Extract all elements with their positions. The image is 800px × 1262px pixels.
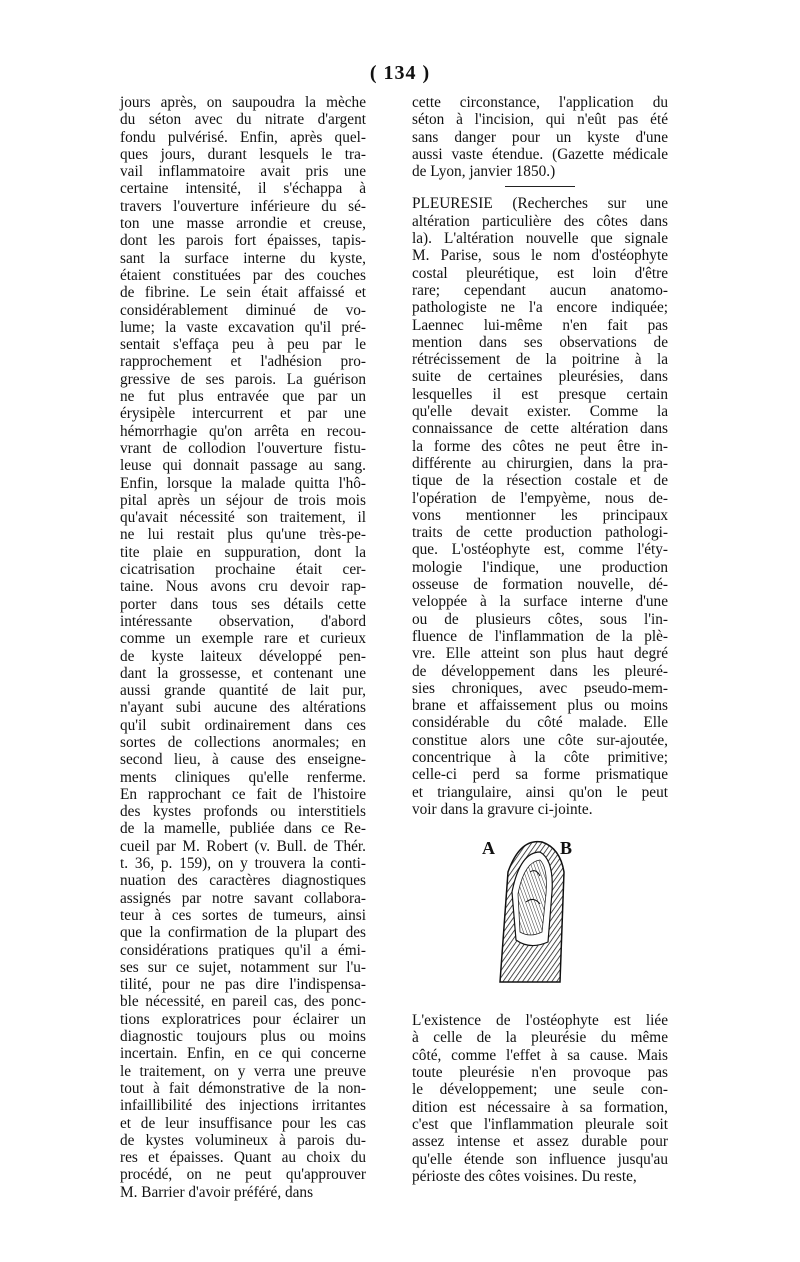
text-line: périoste des côtes voisines. Du reste, [412, 1167, 637, 1185]
text-line: la forme des côtes ne peut être in- [412, 437, 668, 455]
text-line: ments cliniques qu'elle renferme. [120, 768, 366, 786]
text-line: qu'avait nécessité son traitement, il [120, 509, 366, 527]
text-line: hémorrhagie qu'on arrêta en recou- [120, 422, 366, 440]
text-line: de Lyon, janvier 1850.) [412, 163, 556, 181]
text-line: altération particulière des côtes dans [412, 212, 668, 230]
pleuresie-article-continued [412, 1012, 668, 1185]
text-line: toute pleurésie n'en provoque pas [412, 1064, 668, 1082]
text-line: à celle de la pleurésie du même [412, 1029, 668, 1047]
text-line: travers l'ouverture inférieure du sé- [120, 197, 366, 215]
text-line: érysipèle intercurrent et par une [120, 405, 366, 423]
text-line: voir dans la gravure ci-jointe. [412, 800, 593, 818]
text-line: traits de cette production pathologi- [412, 524, 668, 542]
text-line: dont les parois fort épaisses, tapis- [120, 232, 366, 250]
text-line: gressive de ses parois. La guérison [120, 370, 366, 388]
text-line: sentait s'effaça peu à peu par le [120, 336, 366, 354]
page-number: ( 134 ) [369, 62, 431, 84]
text-line: nuation des caractères diagnostiques [120, 872, 366, 890]
text-line: ton une masse arrondie et creuse, [120, 215, 366, 233]
text-line: côté, comme l'effet à sa cause. Mais [412, 1046, 668, 1064]
text-line: intéressante observation, d'abord [120, 612, 366, 630]
pleuresie-article [412, 195, 668, 818]
text-line: taine. Nous avons cru devoir rap- [120, 578, 366, 596]
text-line: cicatrisation prochaine était cer- [120, 561, 366, 579]
text-line: sans danger pour un kyste d'une [412, 128, 668, 146]
text-line: de kystes volumineux à parois du- [120, 1131, 366, 1149]
text-line: sant la surface interne du kyste, [120, 249, 366, 267]
text-line: incertain. Enfin, en ce qui concerne [120, 1045, 366, 1063]
text-line: séton à l'incision, qui n'eût pas été [412, 111, 668, 129]
text-line: Laennec lui-même n'en fait pas [412, 316, 668, 334]
text-line: qu'elle devait exister. Comme la [412, 403, 668, 421]
text-line: de kyste laiteux développé pen- [120, 647, 366, 665]
text-line: res et épaisses. Quant au choix du [120, 1149, 366, 1167]
text-line: M. Barrier d'avoir préféré, dans [120, 1183, 314, 1201]
text-line: sies chroniques, avec pseudo-mem- [412, 679, 668, 697]
text-line: qu'elle étende son influence jusqu'au [412, 1150, 668, 1168]
text-line: Enfin, lorsque la malade quitta l'hô- [120, 474, 366, 492]
text-line: pathologiste ne l'a encore indiquée; [412, 299, 668, 317]
text-line: vrant de collodion l'ouverture fistu- [120, 439, 366, 457]
text-line: aussi grande quantité de lait pur, [120, 682, 366, 700]
text-line: porter dans tous ses détails cette [120, 595, 366, 613]
text-line: pital après un séjour de trois mois [120, 491, 366, 509]
text-line: teur à ces sortes de tumeurs, ainsi [120, 906, 366, 924]
text-line: fluence de l'inflammation de la plè- [412, 627, 668, 645]
text-line: tout à fait démonstrative de la non- [120, 1079, 366, 1097]
right-column [412, 94, 668, 1185]
text-line: comme un exemple rare et curieux [120, 630, 366, 648]
text-line: certaine intensité, il s'échappa à [120, 180, 366, 198]
text-line: connaissance de cette altération dans [412, 420, 668, 438]
text-line: qu'il subit ordinairement dans ces [120, 716, 366, 734]
text-line: assignés par notre savant collabora- [120, 889, 366, 907]
text-line: dition est nécessaire à sa formation, [412, 1098, 668, 1116]
text-line: de développement dans les pleuré- [412, 662, 668, 680]
text-line: mention dans ses observations de [412, 333, 668, 351]
text-line: vail inflammatoire avait pris une [120, 163, 366, 181]
text-line: En rapprochant ce fait de l'histoire [120, 785, 366, 803]
text-line: c'est que l'inflammation pleurale soit [412, 1115, 668, 1133]
text-line: tite plaie en suppuration, dont la [120, 543, 366, 561]
text-line: ble nécessité, en pareil cas, des ponc- [120, 993, 366, 1011]
text-line: la). L'altération nouvelle que signale [412, 230, 668, 248]
text-line: dant la grossesse, et contenant une [120, 664, 366, 682]
text-line: étaient constituées par des couches [120, 266, 366, 284]
text-line: de fibrine. Le sein était affaissé et [120, 284, 366, 302]
text-line: diagnostic toujours plus ou moins [120, 1028, 366, 1046]
text-line: infaillibilité des injections irritantes [120, 1097, 366, 1115]
text-line: M. Parise, sous le nom d'ostéophyte [412, 247, 668, 265]
rib-cross-section-illustration [490, 832, 580, 992]
text-line: différente au chirurgien, dans la pra- [412, 454, 668, 472]
text-line: aussi vaste étendue. (Gazette médicale [412, 145, 668, 163]
text-line: des kystes profonds ou interstitiels [120, 803, 366, 821]
text-line: suite de certaines pleurésies, dans [412, 368, 668, 386]
text-line: brane et affaissement plus ou moins [412, 697, 668, 715]
figure-label-b: B [560, 838, 573, 859]
text-line: que la confirmation de la plupart des [120, 924, 366, 942]
text-line: second lieu, à cause des enseigne- [120, 751, 366, 769]
text-line: considérations pratiques qu'il a émi- [120, 941, 366, 959]
text-line: constitue alors une côte sur-ajoutée, [412, 731, 668, 749]
text-line: cueil par M. Robert (v. Bull. de Thér. [120, 837, 366, 855]
text-line: lume; la vaste excavation qu'il pré- [120, 318, 366, 336]
text-line: cette circonstance, l'application du [412, 94, 668, 111]
text-line: rare; cependant aucun anatomo- [412, 281, 668, 299]
text-line: vons mentionner les principaux [412, 506, 668, 524]
text-line: ne fut plus entravée que par un [120, 388, 366, 406]
text-line: ou de plusieurs côtes, sous l'in- [412, 610, 668, 628]
figure-label-a: A [482, 838, 495, 859]
section-divider [505, 186, 575, 187]
text-line: t. 36, p. 159), on y trouvera la conti- [120, 855, 366, 873]
text-line: que. L'ostéophyte est, comme l'éty- [412, 541, 668, 559]
text-line: sortes de collections anormales; en [120, 733, 366, 751]
right-column-top-text [412, 94, 668, 180]
left-column [120, 94, 366, 1201]
text-line: procédé, on ne peut qu'approuver [120, 1166, 366, 1184]
text-line: et triangulaire, ainsi qu'on le peut [412, 783, 668, 801]
text-line: n'ayant subi aucune des altérations [120, 699, 366, 717]
text-line: et de leur insuffisance pour les cas [120, 1114, 366, 1132]
text-line: considérable du côté malade. Elle [412, 714, 668, 732]
text-line: tilité, pour ne pas dire l'indispensa- [120, 976, 366, 994]
text-line: de la mamelle, publiée dans ce Re- [120, 820, 366, 838]
text-line: l'opération de l'empyème, nous de- [412, 489, 668, 507]
text-line: assez intense et assez durable pour [412, 1133, 668, 1151]
text-line: costal pleurétique, est loin d'être [412, 264, 668, 282]
text-line: ques jours, durant lesquels le tra- [120, 145, 366, 163]
text-line: rapprochement et l'adhésion pro- [120, 353, 366, 371]
text-line: rétrécissement de la poitrine à la [412, 351, 668, 369]
text-line: considérablement diminué de vo- [120, 301, 366, 319]
text-line: du séton avec du nitrate d'argent [120, 111, 366, 129]
text-line: PLEURESIE (Recherches sur une [412, 195, 668, 213]
text-line: le développement; une seule con- [412, 1081, 668, 1099]
text-line: concentrique à la côte primitive; [412, 748, 668, 766]
text-line: L'existence de l'ostéophyte est liée [412, 1012, 668, 1030]
text-line: veloppée à la surface interne d'une [412, 593, 668, 611]
text-line: mologie l'indique, une production [412, 558, 668, 576]
text-line: ses sur ce sujet, notamment sur l'u- [120, 958, 366, 976]
text-line: tions exploratrices pour éclairer un [120, 1010, 366, 1028]
text-line: tique de la résection costale et de [412, 472, 668, 490]
text-line: vre. Elle atteint son plus haut degré [412, 645, 668, 663]
text-line: leuse qui donnait passage au sang. [120, 457, 366, 475]
text-line: le traitement, on y verra une preuve [120, 1062, 366, 1080]
text-line: fondu pulvérisé. Enfin, après quel- [120, 128, 366, 146]
text-line: celle-ci perd sa forme prismatique [412, 766, 668, 784]
rib-osteophyte-engraving [412, 832, 668, 992]
text-line: jours après, on saupoudra la mèche [120, 94, 366, 111]
text-line: ne lui restait plus qu'une très-pe- [120, 526, 366, 544]
text-line: osseuse de formation nouvelle, dé- [412, 576, 668, 594]
text-line: lesquelles il est presque certain [412, 385, 668, 403]
